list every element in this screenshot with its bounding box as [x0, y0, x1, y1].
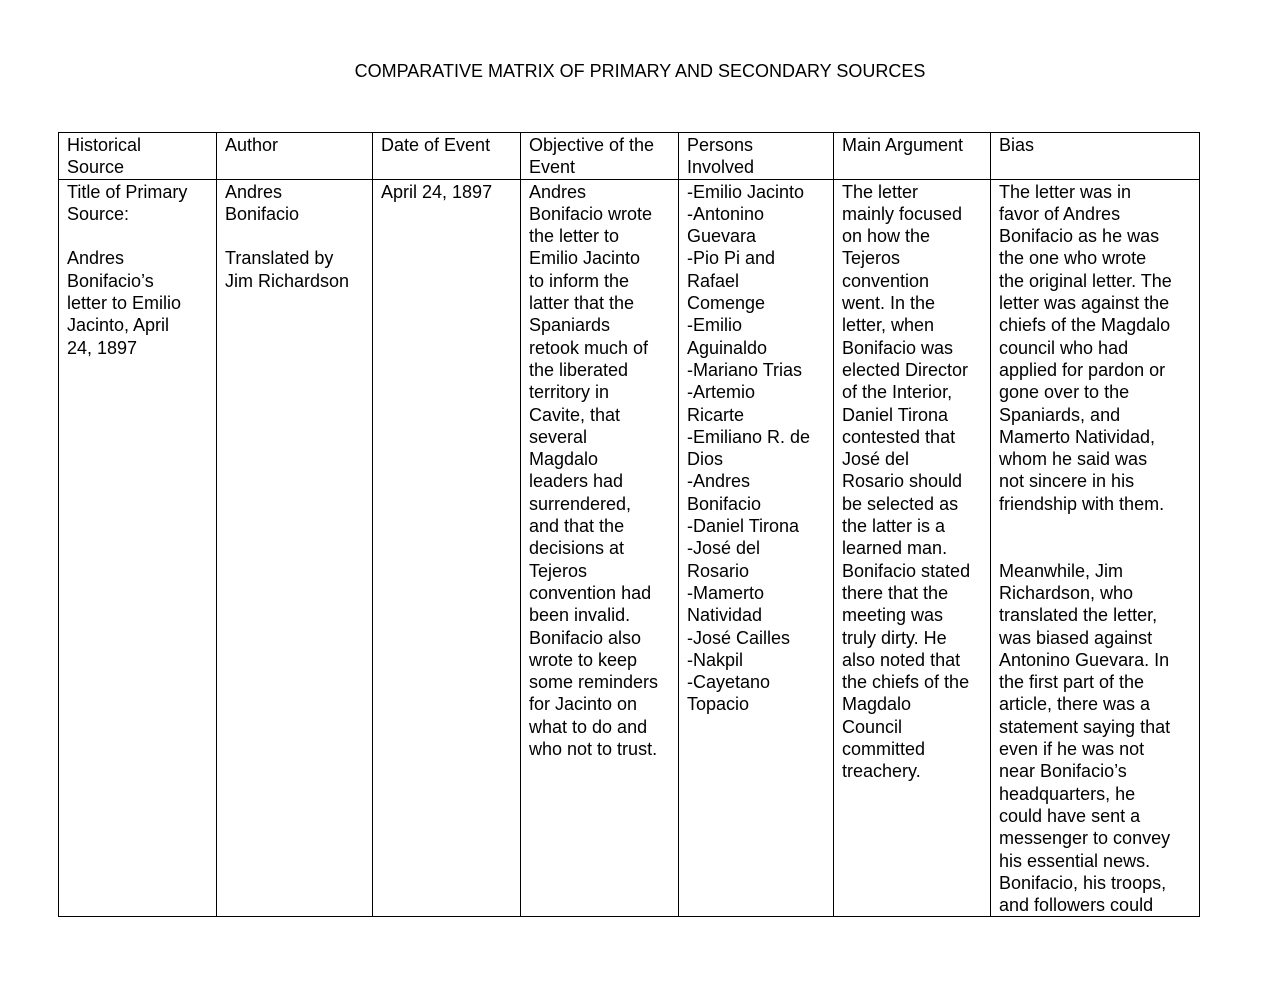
header-persons-involved: Persons Involved — [679, 133, 834, 180]
header-main-argument: Main Argument — [834, 133, 991, 180]
table-row — [59, 179, 1200, 917]
cell-author: Andres Bonifacio Translated by Jim Richardson — [217, 179, 373, 917]
header-date-of-event: Date of Event — [373, 133, 521, 180]
header-bias: Bias — [991, 133, 1200, 180]
cell-bias: The letter was in favor of Andres Bonifacio as he was the one who wrote the original letter. The letter was against the chiefs of the Magdalo council who had applied for pardon or gone over to the Spaniards, and Mamerto Natividad, whom he said was not sincere in his friendship with them. Meanwhile, Jim Richardson, who translated the letter, was biased against Antonino Guevara. In the first part of the article, there was a statement saying that even if he was not near Bonifacio’s headquarters, he could have sent a messenger to convey his essential news. Bonifacio, his troops, and followers could — [991, 179, 1200, 917]
header-objective: Objective of the Event — [521, 133, 679, 180]
document-title: COMPARATIVE MATRIX OF PRIMARY AND SECONDARY SOURCES — [354, 61, 926, 81]
cell-historical-source: Title of Primary Source: Andres Bonifacio’s letter to Emilio Jacinto, April 24, 1897 — [59, 179, 217, 917]
header-historical-source: Historical Source — [59, 133, 217, 180]
cell-date-of-event: April 24, 1897 — [373, 179, 521, 917]
cell-persons-involved: -Emilio Jacinto -Antonino Guevara -Pio Pi and Rafael Comenge -Emilio Aguinaldo -Mariano Trias -Artemio Ricarte -Emiliano R. de Dios -Andres Bonifacio -Daniel Tirona -José del Rosario -Mamerto Natividad -José Cailles -Nakpil -Cayetano Topacio — [679, 179, 834, 917]
table-header-row — [59, 133, 1200, 180]
cell-objective: Andres Bonifacio wrote the letter to Emilio Jacinto to inform the latter that the Spaniards retook much of the liberated territory in Cavite, that several Magdalo leaders had surrendered, and that the decisions at Tejeros convention had been invalid. Bonifacio also wrote to keep some reminders for Jacinto on what to do and who not to trust. — [521, 179, 679, 917]
cell-main-argument: The letter mainly focused on how the Tejeros convention went. In the letter, when Bonifacio was elected Director of the Interior, Daniel Tirona contested that José del Rosario should be selected as the latter is a learned man. Bonifacio stated there that the meeting was truly dirty. He also noted that the chiefs of the Magdalo Council committed treachery. — [834, 179, 991, 917]
comparative-matrix-table — [58, 132, 1200, 917]
header-author: Author — [217, 133, 373, 180]
